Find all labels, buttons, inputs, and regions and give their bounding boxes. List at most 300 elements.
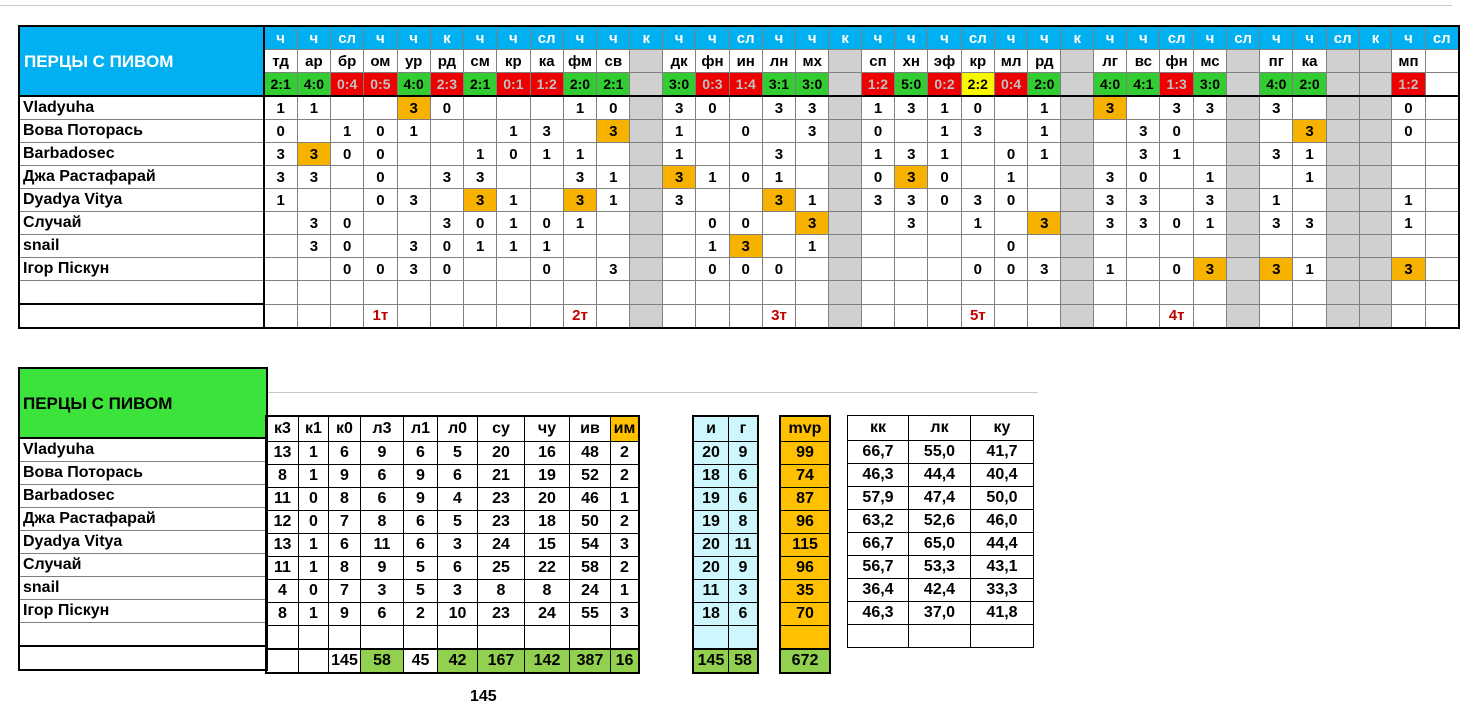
points-cell (1326, 235, 1359, 258)
stat-cell: 19 (693, 511, 729, 534)
mvp-table (779, 415, 831, 674)
score-cell (1326, 73, 1359, 97)
points-cell (895, 120, 928, 143)
stat-cell: 41,8 (971, 602, 1034, 625)
stat-cell: 9 (729, 557, 759, 580)
score-cell (1061, 73, 1094, 97)
points-cell (796, 166, 829, 189)
points-cell: 0 (331, 235, 364, 258)
empty-cell (1028, 281, 1061, 305)
stat-cell: 11 (361, 534, 404, 557)
stat-header: су (478, 416, 525, 442)
points-cell: 3 (464, 166, 497, 189)
stat-row (780, 580, 830, 603)
stat-cell: 20 (693, 442, 729, 465)
points-cell (1093, 235, 1126, 258)
opponent-cell: св (597, 50, 630, 73)
score-cell: 1:3 (1160, 73, 1193, 97)
stat-cell: 46 (570, 488, 611, 511)
stat-empty-row (693, 626, 758, 650)
points-cell: 0 (961, 96, 994, 120)
round-type-cell: ч (662, 26, 695, 50)
points-cell (264, 212, 298, 235)
opponent-cell (1227, 50, 1260, 73)
points-cell: 0 (331, 143, 364, 166)
player-row (19, 120, 1459, 143)
empty-cell (1227, 281, 1260, 305)
stat-row (266, 534, 639, 557)
points-cell (1061, 235, 1094, 258)
stat-empty-row (266, 626, 639, 650)
points-cell: 1 (928, 120, 961, 143)
points-cell: 1 (530, 235, 563, 258)
stat-row (780, 488, 830, 511)
empty-cell (1193, 281, 1226, 305)
stat-cell: 115 (780, 534, 830, 557)
opponent-cell: лн (762, 50, 795, 73)
stat-header-row (693, 416, 758, 442)
tour-cell (1227, 304, 1260, 328)
stat-cell: 44,4 (909, 464, 971, 487)
player-row (19, 235, 1459, 258)
tour-cell (928, 304, 961, 328)
round-type-cell: к (1061, 26, 1094, 50)
points-cell (464, 120, 497, 143)
points-cell (630, 143, 663, 166)
stat-cell: 2 (611, 465, 640, 488)
round-type-cell: ч (1127, 26, 1160, 50)
stat-total: 672 (780, 649, 830, 673)
points-cell (762, 235, 795, 258)
summary-team-title: ПЕРЦЫ С ПИВОМ (19, 368, 267, 438)
opponent-cell: ин (729, 50, 762, 73)
stat-cell: 6 (729, 603, 759, 626)
points-cell (397, 212, 430, 235)
stat-cell: 20 (693, 534, 729, 557)
summary-player-name: Barbadosec (19, 485, 267, 508)
points-cell: 1 (597, 166, 630, 189)
points-cell: 1 (1193, 166, 1226, 189)
points-cell: 3 (1260, 143, 1293, 166)
tour-cell (1392, 304, 1425, 328)
stat-cell: 3 (438, 580, 478, 603)
points-cell (1028, 235, 1061, 258)
stat-empty (525, 626, 570, 650)
points-cell: 0 (430, 96, 463, 120)
opponent-cell: бр (331, 50, 364, 73)
stat-cell: 43,1 (971, 556, 1034, 579)
points-cell (630, 235, 663, 258)
stat-cell: 24 (570, 580, 611, 603)
stat-total-row (693, 649, 758, 673)
stat-cell: 46,3 (848, 464, 909, 487)
stat-cell: 6 (404, 511, 438, 534)
points-cell: 3 (1093, 189, 1126, 212)
summary-player-name: Dyadya Vitya (19, 531, 267, 554)
tour-cell (530, 304, 563, 328)
summary-name-row (19, 485, 267, 508)
empty-cell (397, 281, 430, 305)
round-type-cell: ч (895, 26, 928, 50)
points-cell (297, 189, 330, 212)
points-cell: 0 (364, 258, 397, 281)
stat-cell: 23 (478, 488, 525, 511)
points-cell: 3 (597, 120, 630, 143)
points-cell (563, 235, 596, 258)
stat-cell: 22 (525, 557, 570, 580)
stat-header: к1 (299, 416, 329, 442)
stat-cell: 56,7 (848, 556, 909, 579)
empty-cell (264, 281, 298, 305)
points-cell (264, 235, 298, 258)
stat-cell: 1 (611, 580, 640, 603)
points-cell (1160, 189, 1193, 212)
stat-total-row (266, 649, 639, 673)
empty-cell (696, 281, 729, 305)
summary-name-row (19, 508, 267, 531)
points-cell (364, 212, 397, 235)
points-cell (1193, 235, 1226, 258)
summary-gridline (263, 392, 1038, 393)
stat-row (266, 603, 639, 626)
empty-cell (1127, 281, 1160, 305)
stat-total: 58 (729, 649, 759, 673)
tour-marker: 4т (1160, 304, 1193, 328)
stat-cell: 1 (299, 557, 329, 580)
points-cell: 1 (861, 96, 894, 120)
opponent-cell: рд (1028, 50, 1061, 73)
points-cell: 1 (1392, 212, 1425, 235)
points-cell: 3 (762, 143, 795, 166)
score-cell: 5:0 (895, 73, 928, 97)
round-type-cell: ч (264, 26, 298, 50)
round-type-cell: сл (1227, 26, 1260, 50)
points-cell: 3 (1193, 96, 1226, 120)
points-cell (1061, 166, 1094, 189)
round-type-cell: ч (1093, 26, 1126, 50)
stat-empty (848, 625, 909, 648)
points-cell (829, 96, 862, 120)
points-cell: 0 (696, 212, 729, 235)
tour-cell (895, 304, 928, 328)
stat-total (299, 649, 329, 673)
points-cell: 3 (895, 143, 928, 166)
points-cell (630, 212, 663, 235)
stat-header: им (611, 416, 640, 442)
points-cell: 3 (563, 166, 596, 189)
stat-cell: 33,3 (971, 579, 1034, 602)
points-cell (630, 166, 663, 189)
points-cell: 3 (662, 189, 695, 212)
points-cell (1028, 189, 1061, 212)
summary-player-name: Ігор Піскун (19, 600, 267, 623)
points-cell: 3 (1193, 258, 1226, 281)
stat-cell: 6 (329, 442, 361, 465)
points-cell (928, 258, 961, 281)
tour-cell (1061, 304, 1094, 328)
points-cell (1061, 143, 1094, 166)
summary-player-name: Случай (19, 554, 267, 577)
points-cell (1260, 235, 1293, 258)
points-cell: 0 (530, 212, 563, 235)
stat-cell: 6 (729, 465, 759, 488)
points-cell (1160, 235, 1193, 258)
tour-cell (696, 304, 729, 328)
stat-cell: 5 (404, 557, 438, 580)
points-cell: 3 (297, 166, 330, 189)
round-type-cell: ч (1028, 26, 1061, 50)
opponent-cell: рд (430, 50, 463, 73)
empty-cell (364, 281, 397, 305)
empty-cell (497, 281, 530, 305)
stat-cell: 8 (329, 488, 361, 511)
points-cell (1227, 189, 1260, 212)
stat-row (693, 442, 758, 465)
points-cell (264, 258, 298, 281)
score-cell: 2:0 (563, 73, 596, 97)
stat-cell: 1 (611, 488, 640, 511)
points-cell (1425, 120, 1459, 143)
opponent-cell: дк (662, 50, 695, 73)
score-cell: 4:0 (1260, 73, 1293, 97)
stat-cell: 4 (438, 488, 478, 511)
empty-cell (430, 281, 463, 305)
points-cell: 1 (464, 235, 497, 258)
team-title: ПЕРЦЫ С ПИВОМ (19, 26, 264, 96)
tour-label (19, 304, 264, 328)
points-cell: 0 (1392, 96, 1425, 120)
stat-cell: 6 (438, 465, 478, 488)
points-cell (1326, 166, 1359, 189)
stat-total: 145 (693, 649, 729, 673)
points-cell: 3 (430, 166, 463, 189)
stat-cell: 40,4 (971, 464, 1034, 487)
points-cell: 0 (729, 166, 762, 189)
points-cell (1425, 189, 1459, 212)
points-cell (1061, 96, 1094, 120)
stat-cell: 87 (780, 488, 830, 511)
stat-cell: 57,9 (848, 487, 909, 510)
points-cell: 3 (1127, 143, 1160, 166)
points-cell (1359, 143, 1392, 166)
player-name: Vladyuha (19, 96, 264, 120)
points-cell (1193, 143, 1226, 166)
opponent-cell: тд (264, 50, 298, 73)
points-cell: 1 (264, 96, 298, 120)
points-cell: 3 (1093, 166, 1126, 189)
points-cell: 1 (563, 143, 596, 166)
points-cell: 3 (1193, 189, 1226, 212)
round-type-cell: сл (1326, 26, 1359, 50)
empty-cell (530, 281, 563, 305)
round-type-cell: ч (796, 26, 829, 50)
round-type-cell: ч (464, 26, 497, 50)
stat-empty (299, 626, 329, 650)
points-cell: 0 (994, 258, 1027, 281)
stat-cell: 2 (611, 442, 640, 465)
stat-cell: 8 (729, 511, 759, 534)
top-gridline (0, 5, 1452, 6)
stat-cell: 15 (525, 534, 570, 557)
tour-cell (1028, 304, 1061, 328)
stat-cell: 9 (729, 442, 759, 465)
tour-row (19, 304, 1459, 328)
points-cell (1127, 235, 1160, 258)
points-cell (1061, 258, 1094, 281)
score-cell: 2:0 (1293, 73, 1326, 97)
stat-empty (438, 626, 478, 650)
stat-cell: 9 (404, 488, 438, 511)
points-cell (1326, 96, 1359, 120)
opponent-cell: лг (1093, 50, 1126, 73)
points-cell (1227, 258, 1260, 281)
points-cell (1359, 96, 1392, 120)
points-cell: 0 (1160, 212, 1193, 235)
points-cell (530, 96, 563, 120)
points-cell (928, 212, 961, 235)
stat-cell: 2 (611, 557, 640, 580)
points-cell: 3 (861, 189, 894, 212)
points-cell: 1 (297, 96, 330, 120)
empty-cell (1326, 281, 1359, 305)
points-cell (331, 166, 364, 189)
points-cell: 0 (994, 235, 1027, 258)
stat-cell: 21 (478, 465, 525, 488)
tour-cell (397, 304, 430, 328)
stat-cell: 24 (478, 534, 525, 557)
round-type-cell: сл (1425, 26, 1459, 50)
points-cell (1127, 96, 1160, 120)
rounds-grid (18, 25, 1460, 329)
stat-cell: 7 (329, 580, 361, 603)
points-cell (297, 258, 330, 281)
stat-cell: 46,0 (971, 510, 1034, 533)
stat-cell: 6 (361, 465, 404, 488)
tour-cell (1293, 304, 1326, 328)
stat-cell: 99 (780, 442, 830, 465)
points-cell: 0 (1160, 120, 1193, 143)
round-type-cell: ч (861, 26, 894, 50)
points-cell: 3 (1260, 258, 1293, 281)
points-cell (331, 96, 364, 120)
stat-cell: 53,3 (909, 556, 971, 579)
tour-cell (796, 304, 829, 328)
stat-cell: 46,3 (848, 602, 909, 625)
points-cell: 0 (264, 120, 298, 143)
points-cell: 0 (530, 258, 563, 281)
stat-row (693, 465, 758, 488)
points-cell: 1 (696, 235, 729, 258)
stat-row (780, 442, 830, 465)
points-cell (961, 143, 994, 166)
opponent-cell: сп (861, 50, 894, 73)
stat-empty-row (780, 626, 830, 650)
points-cell (729, 143, 762, 166)
stat-cell: 9 (329, 603, 361, 626)
stat-cell: 4 (266, 580, 299, 603)
points-cell: 3 (430, 212, 463, 235)
player-name: Barbadosec (19, 143, 264, 166)
stat-cell: 35 (780, 580, 830, 603)
tour-cell (597, 304, 630, 328)
opponent-cell: кр (497, 50, 530, 73)
stat-cell: 96 (780, 511, 830, 534)
points-cell (530, 166, 563, 189)
points-cell (895, 235, 928, 258)
stat-cell: 66,7 (848, 441, 909, 464)
score-cell: 4:0 (397, 73, 430, 97)
stat-empty (693, 626, 729, 650)
stat-cell: 52,6 (909, 510, 971, 533)
stat-cell: 20 (478, 442, 525, 465)
points-cell: 1 (662, 143, 695, 166)
summary-player-name: snail (19, 577, 267, 600)
points-cell (1326, 143, 1359, 166)
opponent-cell (1425, 50, 1459, 73)
points-cell: 1 (1293, 166, 1326, 189)
player-row (19, 96, 1459, 120)
points-cell: 3 (729, 235, 762, 258)
points-cell: 1 (1160, 143, 1193, 166)
points-cell (1227, 96, 1260, 120)
summary-empty-row (19, 623, 267, 647)
points-cell (1160, 166, 1193, 189)
round-type-cell: ч (1260, 26, 1293, 50)
stat-row (266, 580, 639, 603)
points-cell: 1 (1260, 189, 1293, 212)
points-cell (1425, 212, 1459, 235)
opponent-cell: ка (530, 50, 563, 73)
stat-empty-row (848, 625, 1034, 648)
points-cell: 3 (264, 166, 298, 189)
score-cell: 3:0 (1193, 73, 1226, 97)
tour-cell (1326, 304, 1359, 328)
points-cell: 0 (696, 96, 729, 120)
points-cell: 0 (994, 189, 1027, 212)
points-cell (397, 143, 430, 166)
score-cell: 4:1 (1127, 73, 1160, 97)
points-cell (696, 120, 729, 143)
points-cell: 1 (497, 212, 530, 235)
stat-empty (971, 625, 1034, 648)
points-cell: 3 (895, 212, 928, 235)
points-cell (961, 166, 994, 189)
points-cell: 3 (1028, 258, 1061, 281)
stat-cell: 37,0 (909, 602, 971, 625)
stat-cell: 74 (780, 465, 830, 488)
summary-total-label-row (19, 646, 267, 670)
points-cell: 3 (1127, 120, 1160, 143)
opponent-cell: хн (895, 50, 928, 73)
points-cell (961, 235, 994, 258)
points-cell (364, 96, 397, 120)
points-cell: 1 (696, 166, 729, 189)
stat-cell: 6 (361, 603, 404, 626)
points-cell: 0 (861, 120, 894, 143)
stat-cell: 20 (525, 488, 570, 511)
points-cell: 1 (762, 166, 795, 189)
points-cell: 1 (1293, 258, 1326, 281)
player-name: Случай (19, 212, 264, 235)
stat-cell: 1 (299, 465, 329, 488)
stat-header-row (848, 416, 1034, 441)
points-cell: 1 (497, 120, 530, 143)
stat-cell: 52 (570, 465, 611, 488)
points-cell (1425, 258, 1459, 281)
points-cell: 3 (297, 212, 330, 235)
stat-cell: 23 (478, 511, 525, 534)
stat-total: 145 (329, 649, 361, 673)
